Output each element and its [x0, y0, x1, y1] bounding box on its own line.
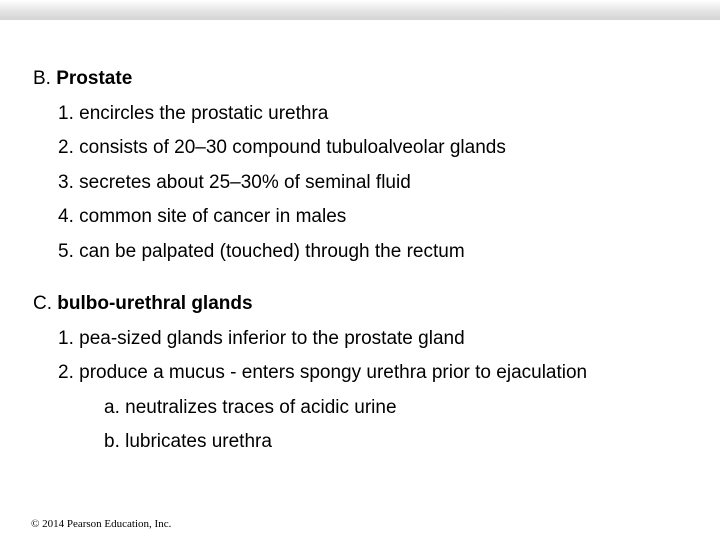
list-item: 2. consists of 20–30 compound tubuloalveolar glands [58, 137, 506, 158]
list-item: 5. can be palpated (touched) through the rectum [58, 240, 465, 262]
section-title: Prostate [56, 68, 133, 89]
sub-list-item: a. neutralizes traces of acidic urine [104, 396, 397, 418]
list-item: 4. common site of cancer in males [58, 206, 347, 227]
section-heading-prostate [33, 62, 713, 97]
list-item: 1. encircles the prostatic urethra [58, 102, 329, 124]
section-prefix: C. [33, 293, 52, 314]
sub-list-item: b. lubricates urethra [104, 431, 272, 452]
section-title: bulbo-urethral glands [57, 293, 253, 314]
copyright-footer: © 2014 Pearson Education, Inc. [31, 518, 172, 530]
section-heading-bulbourethral [33, 287, 713, 322]
list-item: 3. secretes about 25–30% of seminal fluid [58, 171, 411, 193]
slide-content [33, 62, 713, 460]
top-gradient-bar [0, 0, 720, 20]
section-prefix: B. [33, 68, 51, 89]
section-spacer [33, 269, 713, 287]
list-item: 2. produce a mucus - enters spongy urethra prior to ejaculation [58, 362, 588, 383]
list-item: 1. pea-sized glands inferior to the prostate gland [58, 327, 465, 349]
